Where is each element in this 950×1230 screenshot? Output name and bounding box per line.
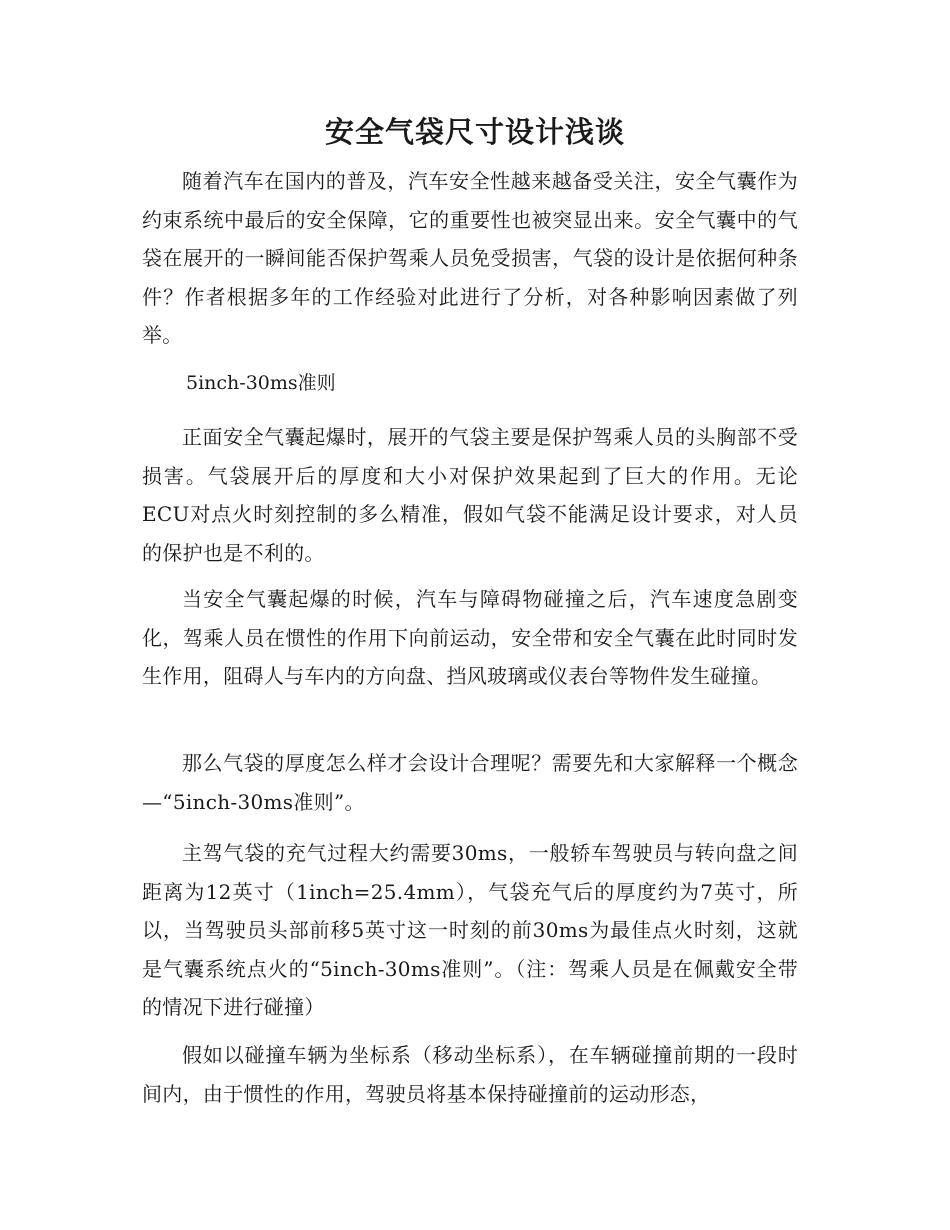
body-paragraph: 主驾气袋的充气过程大约需要30ms，一般轿车驾驶员与转向盘之间距离为12英寸（1inch=25.4mm），气袋充气后的厚度约为7英寸，所以，当驾驶员头部前移5英寸这一时刻的前30ms为最佳点火时刻，这就是气囊系统点火的“5inch-30ms准则”。（注：驾乘人员是在佩戴安全带的情况下进行碰撞） <box>142 841 798 1019</box>
body-paragraph: 正面安全气囊起爆时，展开的气袋主要是保护驾乘人员的头胸部不受损害。气袋展开后的厚度和大小对保护效果起到了巨大的作用。无论ECU对点火时刻控制的多么精准，假如气袋不能满足设计要求，对人员的保护也是不利的。 <box>142 425 798 565</box>
body-paragraph: 假如以碰撞车辆为坐标系（移动坐标系），在车辆碰撞前期的一段时间内，由于惯性的作用，驾驶员将基本保持碰撞前的运动形态， <box>142 1043 798 1106</box>
body-paragraph: 当安全气囊起爆的时候，汽车与障碍物碰撞之后，汽车速度急剧变化，驾乘人员在惯性的作用下向前运动，安全带和安全气囊在此时同时发生作用，阻碍人与车内的方向盘、挡风玻璃或仪表台等物件发生碰撞。 <box>142 587 798 688</box>
document-title: 安全气袋尺寸设计浅谈 <box>324 115 625 149</box>
intro-paragraph: 随着汽车在国内的普及，汽车安全性越来越备受关注，安全气囊作为约束系统中最后的安全保障，它的重要性也被突显出来。安全气囊中的气袋在展开的一瞬间能否保护驾乘人员免受损害，气袋的设计是依据何种条件？作者根据多年的工作经验对此进行了分析，对各种影响因素做了列举。 <box>142 169 798 347</box>
section-heading: 5inch-30ms准则 <box>186 372 336 394</box>
body-paragraph: 那么气袋的厚度怎么样才会设计合理呢？需要先和大家解释一个概念 —“5inch-30ms准则”。 <box>142 751 798 814</box>
